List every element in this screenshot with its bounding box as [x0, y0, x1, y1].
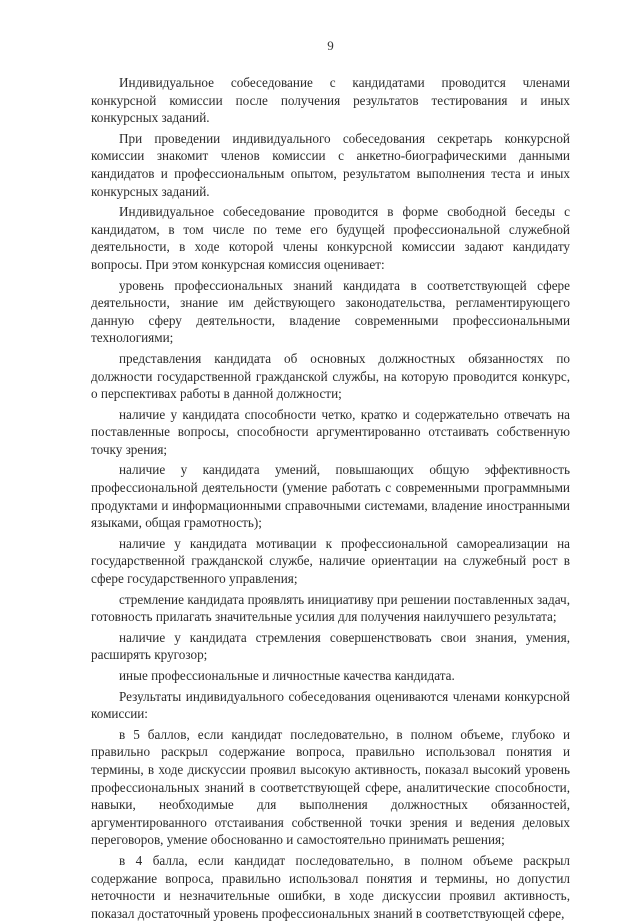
- paragraph: наличие у кандидата мотивации к профессиональной самореализации на государственной гражданской службе, наличие ориентации на служебный рост в сфере государственного управления;: [91, 535, 570, 587]
- paragraph: Индивидуальное собеседование с кандидатами проводится членами конкурсной комиссии после получения результатов тестирования и иных конкурсных заданий.: [91, 75, 570, 126]
- paragraph: представления кандидата об основных должностных обязанностях по должности государственной гражданской службы, на которую проводится конкурс, о перспективах работы в данной должности;: [91, 350, 570, 402]
- paragraph: При проведении индивидуального собеседования секретарь конкурсной комиссии знакомит членов комиссии с анкетно-биографическими данными кандидатов и профессиональным опытом, результатом выполнения теста и иных конкурсных заданий.: [91, 130, 570, 199]
- paragraph: иные профессиональные и личностные качества кандидата.: [119, 668, 455, 683]
- paragraph: Результаты индивидуального собеседования оцениваются членами конкурсной комиссии:: [91, 688, 570, 722]
- paragraph: в 5 баллов, если кандидат последовательно, в полном объеме, глубоко и правильно раскрыл содержание вопроса, правильно использовал понятия и термины, в ходе дискуссии проявил высокую активность, показал высокий уровень профессиональных знаний в соответствующей сфере, аналитические способности, навыки, необходимые для выполнения должностных обязанностей, аргументированного отстаивания собственной точки зрения и ведения деловых переговоров, умение обоснованно и самостоятельно принимать решения;: [91, 726, 570, 848]
- paragraph: наличие у кандидата умений, повышающих общую эффективность профессиональной деятельности (умение работать с современными программными продуктами и информационными справочными системами, владение иностранными языками, общая грамотность);: [91, 462, 570, 531]
- page-number: 9: [327, 38, 334, 53]
- paragraph: Индивидуальное собеседование проводится в форме свободной беседы с кандидатом, в том числе по теме его будущей профессиональной служебной деятельности, в ходе которой члены конкурсной комиссии задают кандидату вопросы. При этом конкурсная комиссия оценивает:: [91, 204, 570, 272]
- document-body: [91, 74, 570, 922]
- paragraph: наличие у кандидата способности четко, кратко и содержательно отвечать на поставленные вопросы, способности аргументированно отстаивать собственную точку зрения;: [91, 406, 570, 457]
- paragraph: в 4 балла, если кандидат последовательно, в полном объеме раскрыл содержание вопроса, правильно использовал понятия и термины, но допустил неточности и незначительные ошибки, в ходе дискуссии проявил активность, показал достаточный уровень профессиональных знаний в соответствующей сфере,: [91, 852, 570, 921]
- paragraph: уровень профессиональных знаний кандидата в соответствующей сфере деятельности, знание им действующего законодательства, регламентирующего данную сферу деятельности, владение современными профессиональными технологиями;: [91, 277, 570, 346]
- paragraph: стремление кандидата проявлять инициативу при решении поставленных задач, готовность прилагать значительные усилия для получения наилучшего результата;: [91, 591, 570, 625]
- paragraph: наличие у кандидата стремления совершенствовать свои знания, умения, расширять кругозор;: [91, 629, 570, 663]
